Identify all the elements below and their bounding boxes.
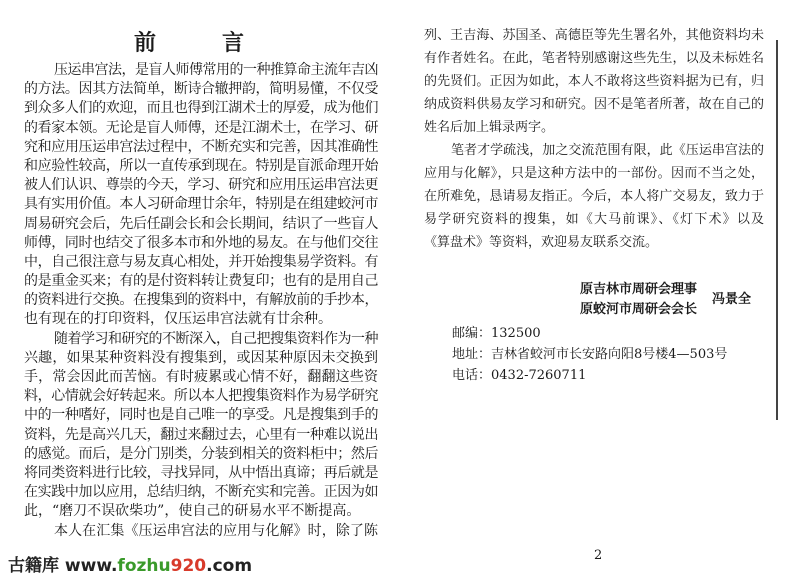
text-line: 纳成资料供易友学习和研究。因不是笔者所著，故在自己的	[424, 97, 764, 112]
text-line: 被人们认识、尊崇的今天，学习、研究和应用压运串宫法更	[24, 177, 378, 194]
text-line: 在所难免，恳请易友指正。今后，本人将广交易友，致力于	[424, 189, 764, 204]
watermark-url-suffix: .com	[206, 556, 253, 576]
text-line: 压运串宫法，是盲人师傅常用的一种推算命主流年吉凶	[54, 62, 378, 78]
postcode: 邮编：132500	[452, 326, 541, 341]
text-line: 将同类资料进行比较，寻找异同，从中悟出真谛；再后就是	[24, 464, 378, 481]
text-line: 易学研究资料的搜集，如《大马前课》、《灯下术》以及	[424, 212, 764, 227]
text-line: 《算盘术》等资料，欢迎易友联系交流。	[424, 235, 659, 250]
watermark-url	[65, 556, 252, 576]
text-line: 随着学习和研究的不断深入，自己把搜集资料作为一种	[54, 330, 378, 347]
signature-title-1: 原吉林市周研会理事	[580, 282, 698, 297]
text-line: 的是重金买来；有的是付资料转让费复印；也有的是用自己	[24, 273, 378, 290]
text-line: 的感觉。而后，是分门别类，分装到相关的资料柜中；然后	[24, 445, 378, 462]
address: 地址：吉林省蛟河市长安路向阳8号楼4—503号	[452, 347, 728, 362]
text-line: 列、王吉海、苏国圣、高德臣等先生署名外，其他资料均未	[424, 28, 764, 43]
watermark-url-prefix: www.	[64, 556, 118, 576]
text-line: 应用与化解》，只是这种方法中的一部份。因而不当之处，	[424, 166, 764, 181]
text-line: 本人在汇集《压运串宫法的应用与化解》时，除了陈	[54, 522, 378, 539]
text-line: 姓名后加上辑录两字。	[424, 120, 555, 135]
watermark	[8, 555, 252, 577]
text-line: 也有现在的打印资料，仅压运串宫法就有廿余种。	[24, 311, 332, 328]
text-line: 到众多人们的欢迎，而且也得到江湖术士的厚爱，成为他们	[24, 100, 378, 117]
text-line: 的资料进行交换。在搜集到的资料中，有解放前的手抄本，	[24, 292, 378, 309]
text-line: 有作者姓名。在此，笔者特别感谢这些先生，以及未标姓名	[424, 51, 764, 66]
page-number: 2	[594, 548, 603, 563]
text-line: 料，心情就会好转起来。所以本人把搜集资料作为易学研究	[24, 388, 378, 405]
text-line: 究和应用压运串宫法过程中，不断充实和完善，因其准确性	[24, 138, 378, 155]
watermark-url-red: 920	[170, 556, 207, 576]
text-line: 此，“磨刀不误砍柴功”，使自己的研易水平不断提高。	[24, 503, 361, 520]
text-line: 具有实用价值。本人习研命理廿余年，特别是在组建蛟河市	[24, 196, 378, 213]
text-line: 周易研究会后，先后任副会长和会长期间，结识了一些盲人	[24, 215, 378, 232]
watermark-site-name: 古籍库	[8, 556, 59, 576]
text-line: 的方法。因其方法简单，断诗合辙押韵，简明易懂，不仅受	[24, 81, 378, 98]
watermark-url-green: fozhu	[117, 556, 171, 576]
text-line: 的看家本领。无论是盲人师傅，还是江湖术士，在学习、研	[24, 119, 378, 136]
text-line: 的先贤们。正因为如此，本人不敢将这些资料据为已有，归	[424, 74, 764, 89]
text-line: 资料，先是高兴几天，翻过来翻过去，心里有一种难以说出	[24, 426, 378, 443]
signature-name: 冯景全	[712, 292, 752, 307]
scan-edge-line	[776, 40, 778, 420]
right-column-text	[424, 24, 764, 254]
text-line: 在实践中加以应用，总结归纳，不断充实和完善。正因为如	[24, 484, 378, 501]
text-line: 中的一种嗜好，同时也是自己唯一的享受。凡是搜集到手的	[24, 407, 378, 424]
phone: 电话：0432-7260711	[452, 368, 587, 383]
text-line: 中，自己很注意与易友真心相处，并开始搜集易学资料。有	[24, 253, 378, 270]
signature-title-2: 原蛟河市周研会会长	[580, 302, 698, 317]
text-line: 和应验性较高，所以一直传承到现在。特别是盲派命理开始	[24, 157, 378, 174]
text-line: 兴趣，如果某种资料没有搜集到，或因某种原因未交换到	[24, 349, 378, 366]
text-line: 手，常会因此而苦恼。有时疲累或心情不好，翻翻这些资	[24, 369, 378, 385]
text-line: 师傅，同时也结交了很多本市和外地的易友。在与他们交往	[24, 234, 378, 251]
page-title: 前 言	[133, 30, 266, 56]
text-line: 笔者才学疏浅，加之交流范围有限，此《压运串宫法的	[451, 143, 764, 158]
left-column-text	[24, 61, 378, 541]
